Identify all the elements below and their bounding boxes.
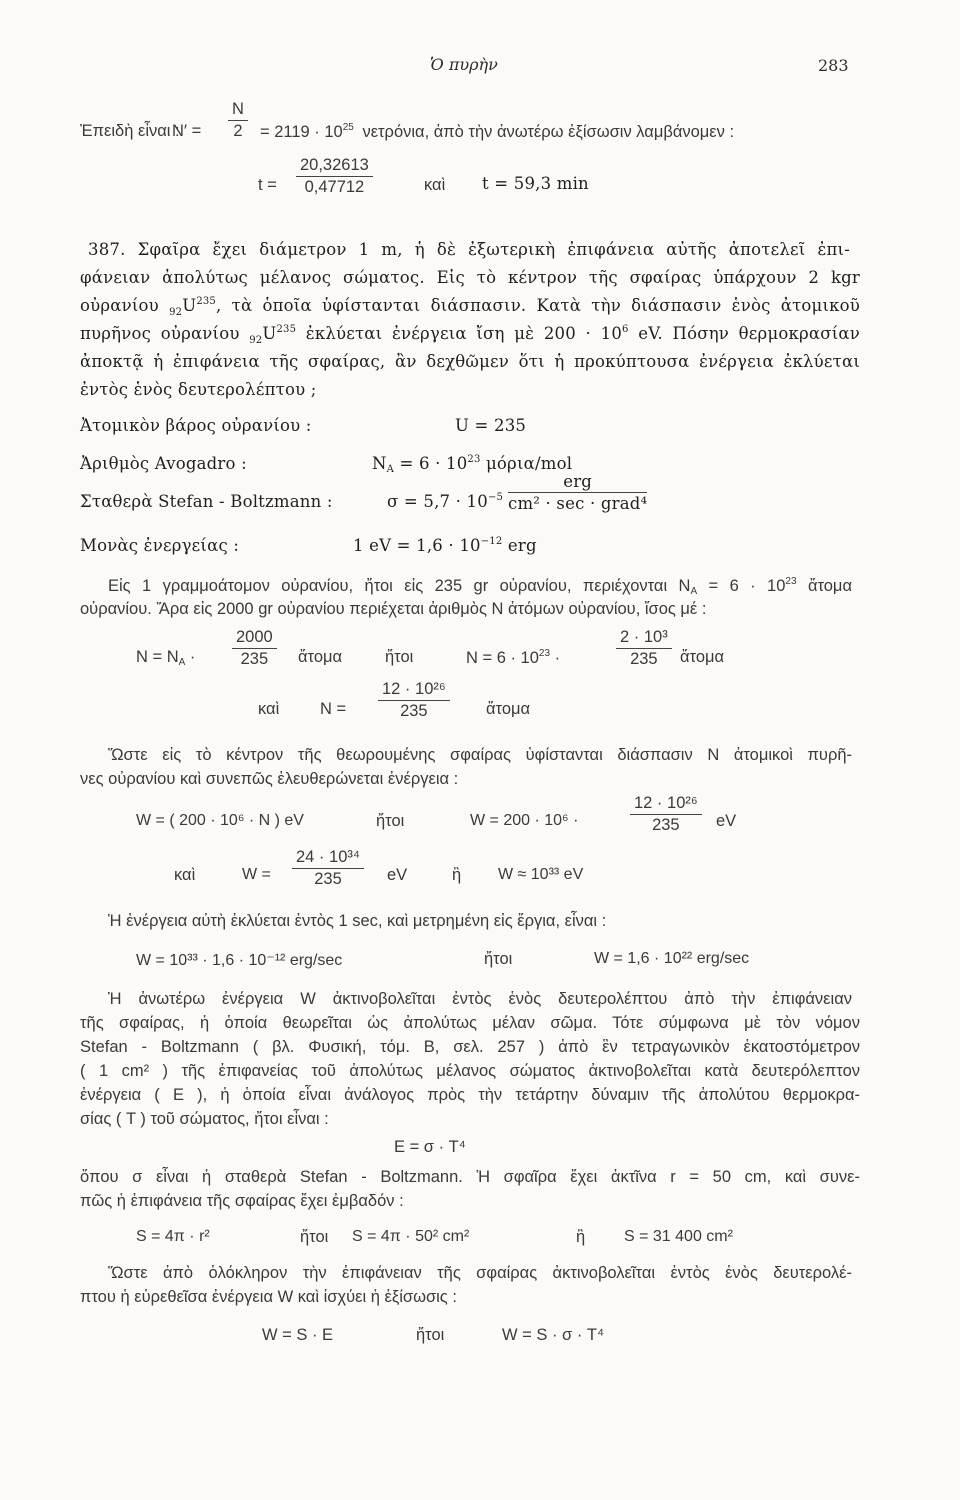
itoi-word: ἤτοι: [416, 1326, 445, 1344]
fraction-numerator: 12 · 10²⁶: [378, 680, 450, 701]
final-eq2: W = S · σ · T⁴: [502, 1326, 605, 1344]
fraction-denominator: 235: [400, 702, 428, 720]
w-eq2-lhs: W = 200 · 10⁶ ·: [470, 812, 579, 829]
itoi-word: ἤτοι: [385, 648, 414, 666]
w-eq1: W = ( 200 · 10⁶ · N ) eV: [136, 812, 304, 829]
fraction-numerator: 24 · 10³⁴: [292, 848, 364, 869]
problem-number: 387.: [88, 240, 126, 259]
fraction-numerator: 20,32613: [296, 156, 373, 177]
intro-eq1-fraction: [228, 100, 248, 141]
n-eq2-fraction: [616, 628, 672, 669]
time-eq-lhs: t =: [258, 176, 277, 194]
problem-text: Σφαῖρα ἔχει διάμετρον 1 m, ἡ δὲ ἐξωτερικὴ ἐπιφάνεια αὐτῆς ἀποτελεῖ ἐπι-: [137, 240, 850, 259]
fraction-numerator: 2 · 10³: [616, 628, 672, 649]
fraction-numerator: 2000: [232, 628, 277, 649]
solution-p4-line-6: σίας ( T ) τοῦ σώματος, ἤτοι εἶναι :: [80, 1110, 329, 1128]
atomic-weight-label: Ἀτομικὸν βάρος οὐρανίου :: [80, 416, 312, 435]
kai-word: καὶ: [174, 866, 196, 884]
solution-p4-line-5: ἐνέργεια ( E ), ἡ ὁποία εἶναι ἀνάλογος πρὸς τὴν τετάρτην δύναμιν τῆς ἀπολύτου θερμοκρα-: [80, 1086, 860, 1104]
solution-p2-line-1: Ὥστε εἰς τὸ κέντρον τῆς θεωρουμένης σφαίρας ὑφίστανται διάσπασιν N ἀτομικοὶ πυρῆ-: [108, 746, 852, 764]
running-header: Ὁ πυρὴν: [430, 55, 498, 74]
page-number: 283: [818, 56, 849, 75]
time-result: t = 59,3 min: [482, 174, 589, 193]
solution-p1-line-2: οὐρανίου. Ἄρα εἰς 2000 gr οὐρανίου περιέχεται ἀριθμὸς N ἀτόμων οὐρανίου, ἴσος μέ :: [80, 600, 707, 618]
problem-line-1: [88, 240, 850, 259]
s-eq1: S = 4π · r²: [136, 1228, 210, 1245]
itoi-word: ἤτοι: [300, 1228, 329, 1246]
itoi-word: ἤτοι: [484, 950, 513, 968]
fraction-numerator: N: [228, 100, 248, 121]
final-eq1: W = S · E: [262, 1326, 334, 1344]
ev-unit: eV: [387, 866, 408, 884]
intro-eq1-lhs: N′ =: [172, 122, 202, 140]
n-eq1-fraction: [232, 628, 277, 669]
n-eq3-lhs: N =: [320, 700, 347, 718]
solution-p1-line-1: Εἰς 1 γραμμοάτομον οὐρανίου, ἤτοι εἰς 235 gr οὐρανίου, περιέχονται $N_A = 6 \cdot 10^{23}$ ἄτομα: [108, 576, 852, 597]
time-fraction: [296, 156, 373, 197]
atomic-weight-value: U = 235: [455, 416, 527, 435]
or-word: ἢ: [452, 866, 462, 884]
problem-line-3: οὐρανίου $_{92}U^{235}$, τὰ ὁποῖα ὑφίστανται διάσπασιν. Κατὰ τὴν διάσπασιν ἑνὸς ἀτομικοῦ: [80, 296, 861, 318]
avogadro-value: $N_A = 6 \cdot 10^{23}$ μόρια/mol: [372, 454, 573, 475]
avogadro-label: Ἀριθμὸς Avogadro :: [80, 454, 247, 473]
ev-unit: eV: [716, 812, 737, 830]
stefan-value: $\sigma = 5,7 \cdot 10^{-5}$: [387, 492, 504, 511]
w-eq2-fraction: [630, 794, 702, 835]
problem-line-4: πυρῆνος οὐρανίου $_{92}U^{235}$ ἐκλύεται ἐνέργεια ἴση μὲ $200 \cdot 10^6$ eV. Πόσην θερμοκρασίαν: [80, 324, 860, 346]
energy-unit-value: 1 eV = $1,6 \cdot 10^{-12}$ erg: [353, 536, 537, 555]
atoma-word: ἄτομα: [486, 700, 531, 718]
w-eq3-fraction: [292, 848, 364, 889]
atoma-word: ἄτομα: [680, 648, 725, 666]
solution-p4-line-1: Ἡ ἀνωτέρω ἐνέργεια W ἀκτινοβολεῖται ἐντὸς ἑνὸς δευτερολέπτου ἀπὸ τὴν ἐπιφάνειαν: [108, 990, 852, 1008]
or-word: ἢ: [576, 1228, 586, 1246]
w-eq6: W = 1,6 · 10²² erg/sec: [594, 950, 750, 967]
stefan-unit-fraction: [508, 472, 647, 513]
solution-p4-line-3: Stefan - Boltzmann ( βλ. Φυσική, τόμ. Β, σελ. 257 ) ἀπὸ ἓν τετραγωνικὸν ἑκατοστόμετρον: [80, 1038, 860, 1056]
solution-p5-line-2: πῶς ἡ ἐπιφάνεια τῆς σφαίρας ἔχει ἐμβαδόν :: [80, 1192, 404, 1210]
solution-p4-line-4: ( 1 cm² ) τῆς ἐπιφανείας τοῦ ἀπολύτως μέλανος σώματος ἀκτινοβολεῖται κατὰ δευτερόλεπτον: [80, 1062, 860, 1080]
itoi-word: ἤτοι: [376, 812, 405, 830]
solution-p2-line-2: νες οὐρανίου καὶ συνεπῶς ἐλευθερώνεται ἐνέργεια :: [80, 770, 459, 788]
fraction-denominator: 235: [652, 816, 680, 834]
problem-line-2: φάνειαν ἀπολύτως μέλανος σώματος. Εἰς τὸ κέντρον τῆς σφαίρας ὑπάρχουν 2 kgr: [80, 268, 860, 287]
w-eq5: W = 10³³ · 1,6 · 10⁻¹² erg/sec: [136, 952, 343, 969]
n-eq3-fraction: [378, 680, 450, 721]
fraction-denominator: 235: [630, 650, 658, 668]
s-eq2: S = 4π · 50² cm²: [352, 1228, 470, 1245]
w-eq3-lhs: W =: [242, 866, 271, 883]
fraction-numerator: 12 · 10²⁶: [630, 794, 702, 815]
intro-eq1-rhs: = $2119 \cdot 10^{25}$ νετρόνια, ἀπὸ τὴν ἀνωτέρω ἐξίσωσιν λαμβάνομεν :: [260, 122, 735, 141]
n-eq1-lhs: $N = N_A$ ·: [136, 648, 196, 668]
w-eq4: W ≈ 10³³ eV: [498, 866, 584, 883]
atoma-word: ἄτομα: [298, 648, 343, 666]
fraction-denominator: 235: [240, 650, 269, 668]
fraction-denominator: 2: [233, 122, 243, 140]
solution-p6-line-2: πτου ἡ εὑρεθεῖσα ἐνέργεια W καὶ ἰσχύει ἡ ἐξίσωσις :: [80, 1288, 457, 1306]
problem-line-5: ἀποκτᾷ ἡ ἐπιφάνεια τῆς σφαίρας, ἂν δεχθῶμεν ὅτι ἡ προκύπτουσα ἐνέργεια ἐκλύεται: [80, 352, 860, 371]
intro-prefix: Ἐπειδὴ εἶναι :: [80, 122, 180, 140]
n-eq2-lhs: $N = 6 \cdot 10^{23}$ ·: [466, 648, 561, 667]
solution-p5-line-1: ὅπου σ εἶναι ἡ σταθερὰ Stefan - Boltzmann. Ἡ σφαῖρα ἔχει ἀκτῖνα r = 50 cm, καὶ συνε-: [80, 1168, 860, 1186]
fraction-numerator: erg: [508, 472, 647, 493]
kai-word: καὶ: [424, 176, 446, 194]
e-equation: E = σ · T⁴: [394, 1138, 466, 1156]
fraction-denominator: 235: [314, 870, 342, 888]
fraction-denominator: 0,47712: [304, 178, 365, 196]
s-eq3: S = 31 400 cm²: [624, 1228, 733, 1245]
solution-p4-line-2: τῆς σφαίρας, ἡ ὁποία θεωρεῖται ὡς ἀπολύτως μέλαν σῶμα. Τότε σύμφωνα μὲ τὸν νόμον: [80, 1014, 860, 1032]
kai-word: καὶ: [258, 700, 280, 718]
solution-p3: Ἡ ἐνέργεια αὐτὴ ἐκλύεται ἐντὸς 1 sec, καὶ μετρημένη εἰς ἔργια, εἶναι :: [108, 912, 607, 930]
fraction-denominator: cm² · sec · grad⁴: [508, 494, 648, 513]
energy-unit-label: Μονὰς ἐνεργείας :: [80, 536, 240, 555]
solution-p6-line-1: Ὥστε ἀπὸ ὁλόκληρον τὴν ἐπιφάνειαν τῆς σφαίρας ἀκτινοβολεῖται ἐντὸς ἑνὸς δευτερολέ-: [108, 1264, 852, 1282]
problem-line-6: ἐντὸς ἑνὸς δευτερολέπτου ;: [80, 380, 317, 399]
stefan-label: Σταθερὰ Stefan - Boltzmann :: [80, 492, 333, 511]
